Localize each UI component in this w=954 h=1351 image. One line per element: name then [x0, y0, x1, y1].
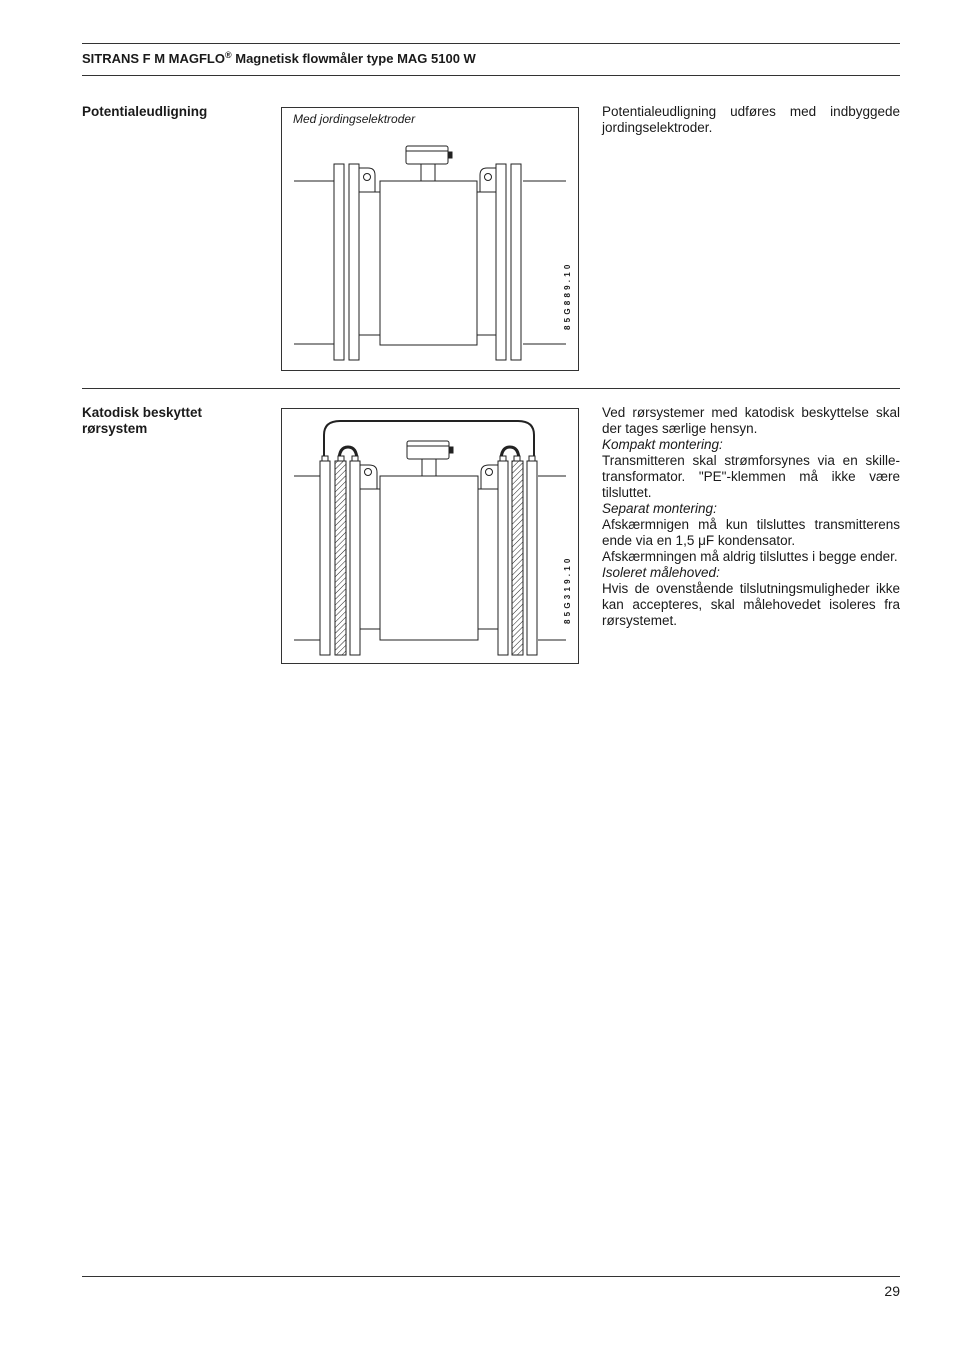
figure-cathodic-protection: [281, 408, 579, 664]
subheading-isoleret: Isoleret målehoved:: [602, 565, 720, 580]
header-title-main: SITRANS F M MAGFLO: [82, 51, 225, 66]
paragraph: Potentialeudligning udføres med indbyggede jordingselektroder.: [602, 104, 900, 135]
figure-code: 8 5 G 8 8 9 . 1 0: [563, 264, 572, 330]
page-header-title: [82, 50, 900, 68]
paragraph: Afskærmnigen må kun tilsluttes transmitterens ende via en 1,5 μF kondensator.: [602, 517, 900, 548]
subheading-kompakt: Kompakt montering:: [602, 437, 723, 452]
paragraph: Ved rørsystemer med katodisk beskyttelse skal der tages særlige hensyn.: [602, 405, 900, 436]
figure-caption: Med jordingselektroder: [293, 112, 416, 126]
section-divider: [82, 388, 900, 389]
figure-code: 8 5 G 3 1 9 . 1 0: [563, 558, 572, 624]
section-text-katodisk: [602, 405, 900, 629]
registered-mark: ®: [225, 50, 232, 60]
header-top-rule: [82, 43, 900, 44]
paragraph: Afskærmningen må aldrig tilsluttes i begge ender.: [602, 549, 898, 564]
page-number: 29: [884, 1283, 900, 1299]
section-text-potentialeudligning: [602, 104, 900, 136]
header-title-rest: Magnetisk flowmåler type MAG 5100 W: [231, 51, 476, 66]
header-bottom-rule: [82, 75, 900, 76]
paragraph: Transmitteren skal strømforsynes via en skille-transformator. "PE"-klemmen må ikke være tilsluttet.: [602, 453, 900, 500]
flowmeter-diagram-cathodic: [282, 409, 579, 664]
subheading-separat: Separat montering:: [602, 501, 717, 516]
footer-rule: [82, 1276, 900, 1277]
flowmeter-diagram-grounding: [282, 108, 579, 371]
section-label-potentialeudligning: Potentialeudligning: [82, 104, 208, 119]
section-label-katodisk: Katodisk beskyttet rørsystem: [82, 405, 203, 436]
paragraph: Hvis de ovenstående tilslutningsmuligheder ikke kan accepteres, skal målehovedet isoleres fra rørsystemet.: [602, 581, 900, 628]
figure-grounding-electrodes: [281, 107, 579, 371]
